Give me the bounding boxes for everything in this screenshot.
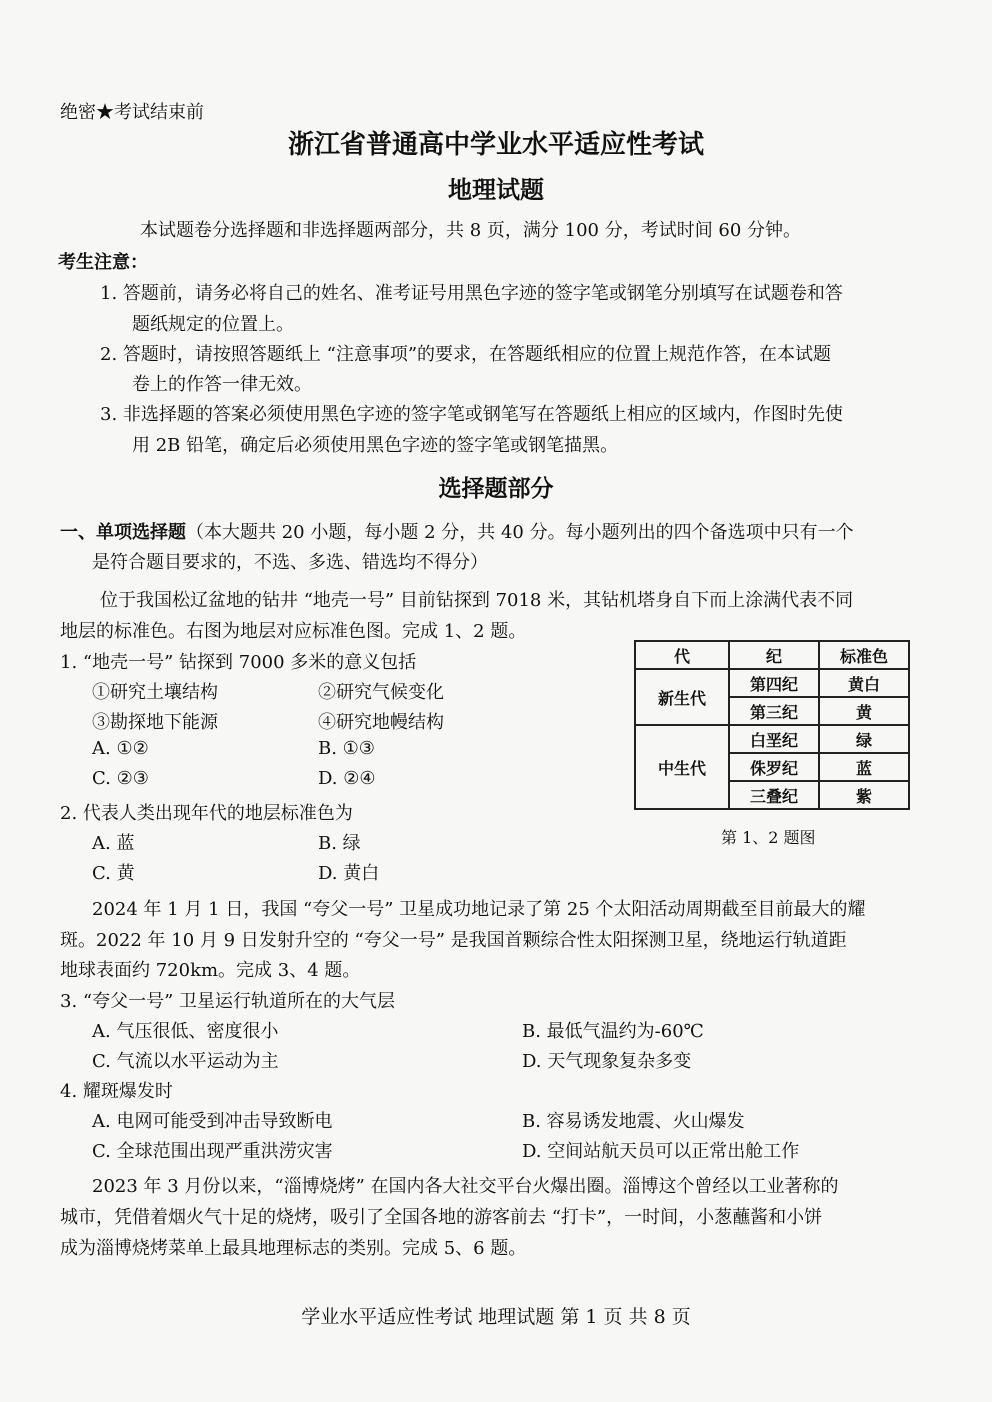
q3-option-d: D. 天气现象复杂多变 <box>522 1051 692 1072</box>
period-cell: 第四纪 <box>729 669 819 697</box>
notice-item-1-line2: 题纸规定的位置上。 <box>132 314 294 335</box>
part-heading <box>60 518 854 544</box>
q1-statement-2: ②研究气候变化 <box>318 682 444 703</box>
notice-item-1-line1: 1. 答题前，请务必将自己的姓名、准考证号用黑色字迹的签字笔或钢笔分别填写在试题卷和答 <box>100 283 843 304</box>
period-cell: 三叠纪 <box>729 781 819 809</box>
passage2-line2: 斑。2022 年 10 月 9 日发射升空的 “夸父一号” 是我国首颗综合性太阳探测卫星，绕地运行轨道距 <box>60 930 847 951</box>
q3-option-b: B. 最低气温约为-60℃ <box>522 1021 704 1042</box>
passage3-line2: 城市，凭借着烟火气十足的烧烤，吸引了全国各地的游客前去 “打卡”，一时间，小葱蘸酱和小饼 <box>60 1207 823 1228</box>
part-instructions-cont: 是符合题目要求的，不选、多选、错选均不得分） <box>92 552 488 573</box>
period-cell: 第三纪 <box>729 697 819 725</box>
question-4-stem: 4. 耀斑爆发时 <box>60 1081 173 1102</box>
q3-option-c: C. 气流以水平运动为主 <box>92 1051 279 1072</box>
question-3-stem: 3. “夸父一号” 卫星运行轨道所在的大气层 <box>60 991 396 1012</box>
notice-item-3-line2: 用 2B 铅笔，确定后必须使用黑色字迹的签字笔或钢笔描黑。 <box>132 435 619 456</box>
q4-option-d: D. 空间站航天员可以正常出舱工作 <box>522 1141 800 1162</box>
era-mesozoic: 中生代 <box>635 725 729 809</box>
era-cenozoic: 新生代 <box>635 669 729 725</box>
q3-option-a: A. 气压很低、密度很小 <box>92 1021 279 1042</box>
figure-caption: 第 1、2 题图 <box>721 828 816 847</box>
notice-heading: 考生注意： <box>58 252 148 273</box>
strata-color-table <box>634 640 910 810</box>
passage2-line3: 地球表面约 720km。完成 3、4 题。 <box>60 960 361 981</box>
passage1-line2: 地层的标准色。右图为地层对应标准色图。完成 1、2 题。 <box>60 621 527 642</box>
exam-subtitle: 地理试题 <box>448 175 544 204</box>
q1-option-d: D. ②④ <box>318 768 376 789</box>
passage2-line1: 2024 年 1 月 1 日，我国 “夸父一号” 卫星成功地记录了第 25 个太阳活动周期截至目前最大的耀 <box>92 899 866 920</box>
table-row <box>635 669 909 697</box>
q1-option-c: C. ②③ <box>92 768 149 789</box>
q4-option-a: A. 电网可能受到冲击导致断电 <box>92 1111 333 1132</box>
table-header-color: 标准色 <box>819 641 909 669</box>
question-1-stem: 1. “地壳一号” 钻探到 7000 多米的意义包括 <box>60 652 417 673</box>
notice-item-2-line1: 2. 答题时，请按照答题纸上 “注意事项”的要求，在答题纸相应的位置上规范作答，在本试题 <box>100 344 832 365</box>
q4-option-c: C. 全球范围出现严重洪涝灾害 <box>92 1141 333 1162</box>
passage3-line3: 成为淄博烧烤菜单上最具地理标志的类别。完成 5、6 题。 <box>60 1238 527 1259</box>
section-title: 选择题部分 <box>438 475 554 502</box>
q2-option-d: D. 黄白 <box>318 863 380 884</box>
exam-title: 浙江省普通高中学业水平适应性考试 <box>287 130 704 160</box>
q1-statement-3: ③勘探地下能源 <box>92 712 218 733</box>
confidential-label: 绝密★考试结束前 <box>60 102 204 123</box>
period-cell: 白垩纪 <box>729 725 819 753</box>
color-cell: 绿 <box>819 725 909 753</box>
q1-option-a: A. ①② <box>92 738 149 759</box>
exam-intro: 本试题卷分选择题和非选择题两部分，共 8 页，满分 100 分，考试时间 60 分钟。 <box>140 220 802 241</box>
color-cell: 黄 <box>819 697 909 725</box>
table-header-period: 纪 <box>729 641 819 669</box>
table-row <box>635 725 909 753</box>
notice-item-2-line2: 卷上的作答一律无效。 <box>132 374 312 395</box>
q1-statement-4: ④研究地幔结构 <box>318 712 444 733</box>
q2-option-b: B. 绿 <box>318 833 361 854</box>
color-cell: 蓝 <box>819 753 909 781</box>
passage3-line1: 2023 年 3 月份以来，“淄博烧烤” 在国内各大社交平台火爆出圈。淄博这个曾经以工业著称的 <box>92 1176 839 1197</box>
period-cell: 侏罗纪 <box>729 753 819 781</box>
q2-option-c: C. 黄 <box>92 863 135 884</box>
q1-option-b: B. ①③ <box>318 738 375 759</box>
page-footer: 学业水平适应性考试 地理试题 第 1 页 共 8 页 <box>301 1306 691 1328</box>
notice-item-3-line1: 3. 非选择题的答案必须使用黑色字迹的签字笔或钢笔写在答题纸上相应的区域内，作图时先使 <box>100 404 843 425</box>
color-cell: 紫 <box>819 781 909 809</box>
question-2-stem: 2. 代表人类出现年代的地层标准色为 <box>60 803 353 824</box>
q2-option-a: A. 蓝 <box>92 833 135 854</box>
part-instructions: （本大题共 20 小题，每小题 2 分，共 40 分。每小题列出的四个备选项中只有一个 <box>186 522 854 543</box>
q1-statement-1: ①研究土壤结构 <box>92 682 218 703</box>
part-label: 一、单项选择题 <box>60 522 186 543</box>
q4-option-b: B. 容易诱发地震、火山爆发 <box>522 1111 745 1132</box>
passage1-line1: 位于我国松辽盆地的钻井 “地壳一号” 目前钻探到 7018 米，其钻机塔身自下而上涂满代表不同 <box>100 590 854 611</box>
table-header-row <box>635 641 909 669</box>
table-header-era: 代 <box>635 641 729 669</box>
color-cell: 黄白 <box>819 669 909 697</box>
